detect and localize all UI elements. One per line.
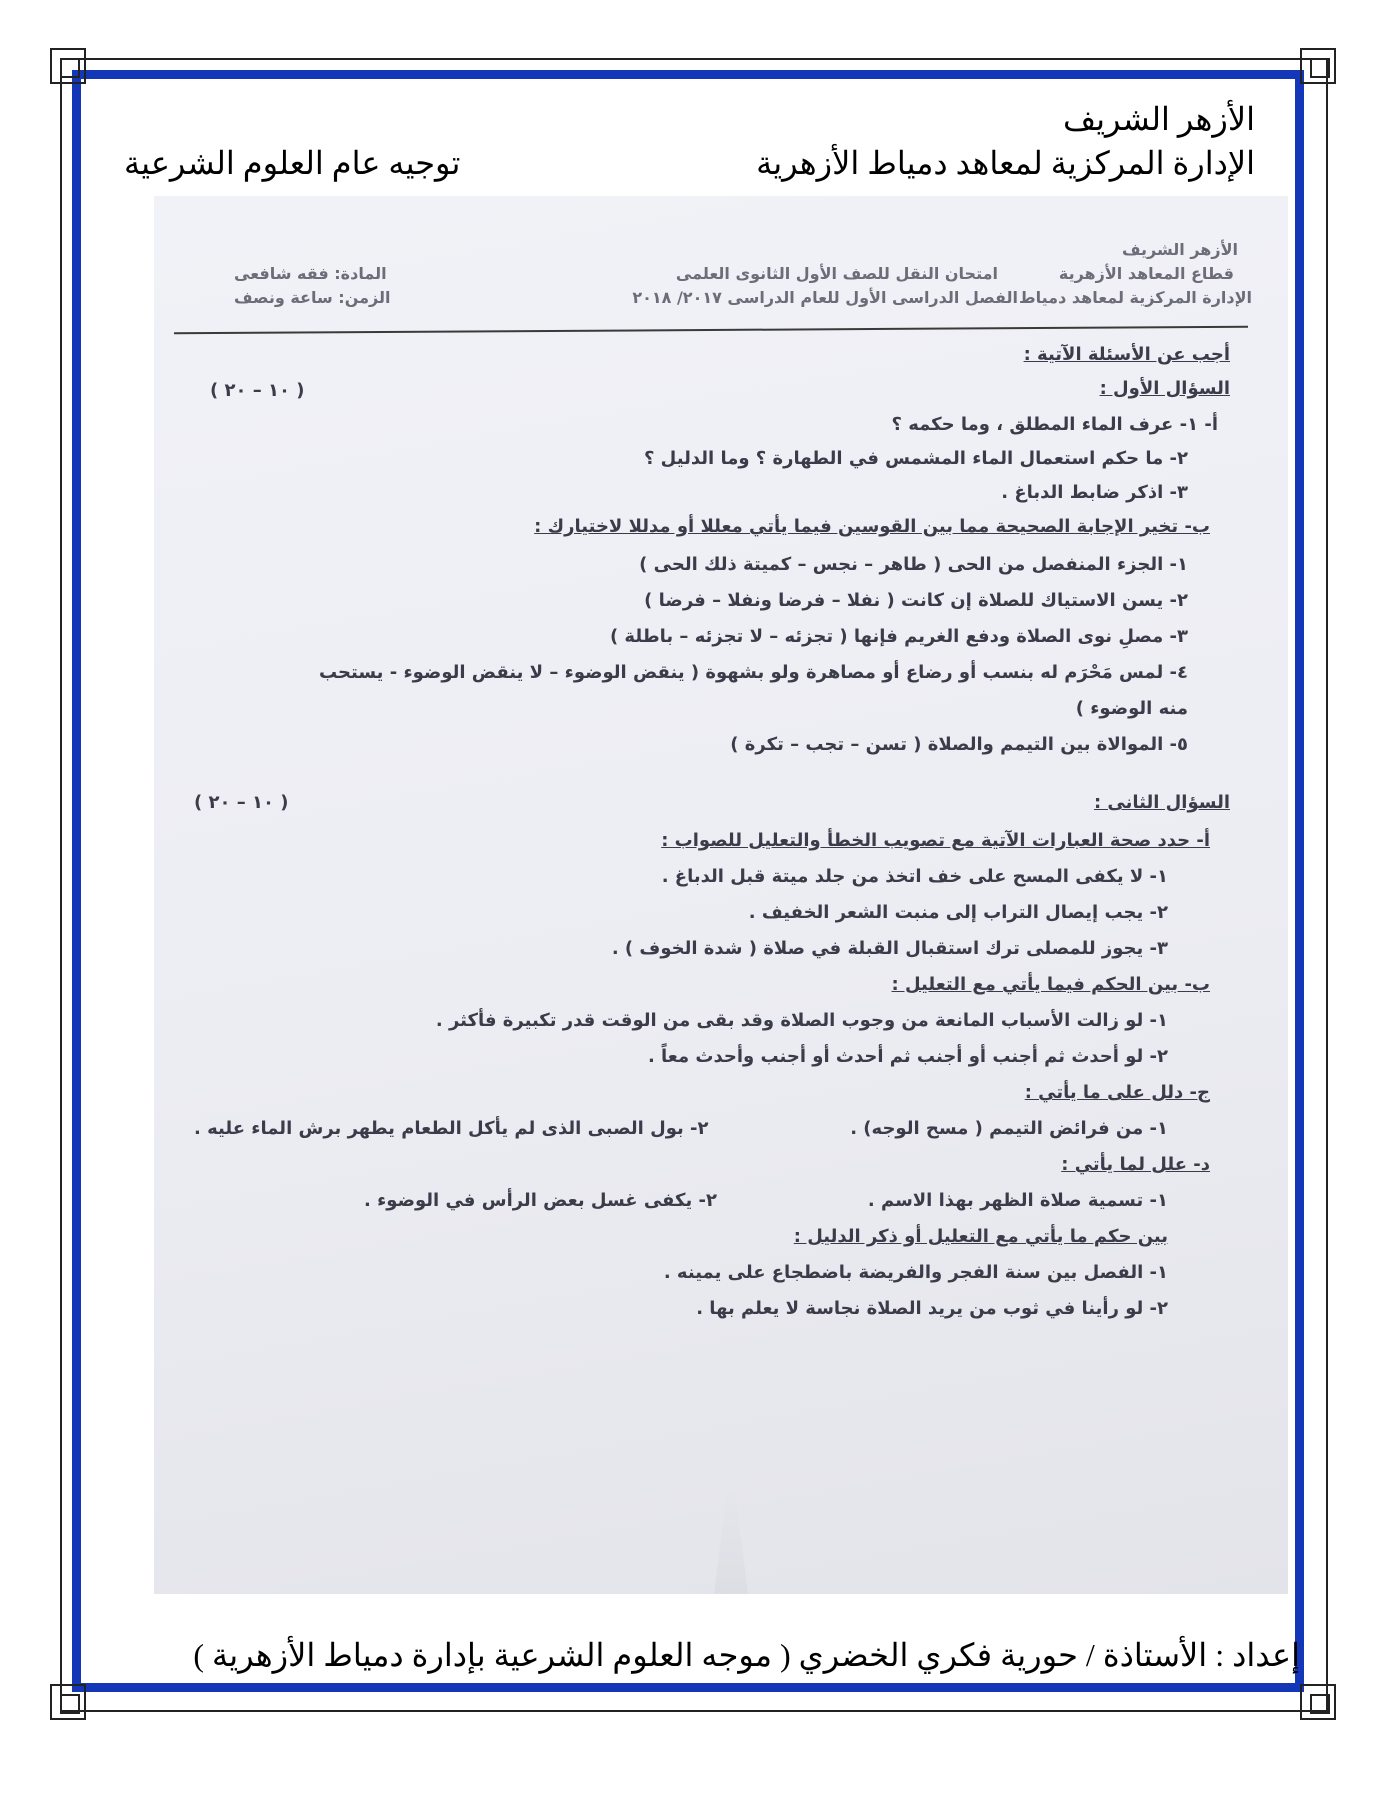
q2-marks: ( ١٠ – ٢٠ ): [194, 792, 289, 813]
exam-photo: [154, 196, 1288, 1594]
q1-a-item-2: ٢- ما حكم استعمال الماء المشمس في الطهارة ؟ وما الدليل ؟: [643, 448, 1188, 469]
frame-corner-top-left: [50, 48, 86, 84]
q2-e-item-2: ٢- لو رأينا في ثوب من يريد الصلاة نجاسة لا يعلم بها .: [696, 1298, 1168, 1319]
q1-b-title: ب- تخير الإجابة الصحيحة مما بين القوسين فيما يأتي معللا أو مدللا لاختيارك :: [534, 516, 1210, 537]
q2-b-item-2: ٢- لو أحدث ثم أجنب أو أجنب ثم أحدث أو أجنب وأحدث معاً .: [647, 1046, 1168, 1067]
q2-c-item-1: ١- من فرائض التيمم ( مسح الوجه) .: [850, 1118, 1168, 1139]
q2-b-title: ب- بين الحكم فيما يأتي مع التعليل :: [891, 974, 1210, 995]
q1-title: السؤال الأول :: [1099, 378, 1230, 399]
footer-prepared-by: إعداد : الأستاذة / حورية فكري الخضري ( موجه العلوم الشرعية بإدارة دمياط الأزهرية ): [193, 1637, 1300, 1673]
q1-b-item-4-cont: منه الوضوء ): [1075, 698, 1188, 719]
exam-header-center-2: الفصل الدراسى الأول للعام الدراسى ٢٠١٧/ ٢٠١٨: [632, 288, 1018, 307]
q1-b-item-2: ٢- يسن الاستياك للصلاة إن كانت ( نفلا – فرضا ونفلا – فرضا ): [644, 590, 1188, 611]
exam-header-right-2: قطاع المعاهد الأزهرية: [1058, 264, 1234, 283]
frame-corner-bottom-left: [50, 1684, 86, 1720]
q1-b-item-5: ٥- الموالاة بين التيمم والصلاة ( تسن – تجب – تكرة ): [730, 734, 1188, 755]
q1-b-item-4: ٤- لمس مَحْرَم له بنسب أو رضاع أو مصاهرة ولو بشهوة ( ينقض الوضوء – لا ينقض الوضوء - يستحب: [318, 662, 1188, 683]
frame-corner-top-right: [1300, 48, 1336, 84]
frame-corner-bottom-right: [1300, 1684, 1336, 1720]
q2-d-item-1: ١- تسمية صلاة الظهر بهذا الاسم .: [867, 1190, 1168, 1211]
q2-a-title: أ- حدد صحة العبارات الآتية مع تصويب الخطأ والتعليل للصواب :: [661, 830, 1210, 851]
q1-b-item-3: ٣- مصلِ نوى الصلاة ودفع الغريم فإنها ( تجزئه – لا تجزئه – باطلة ): [609, 626, 1188, 647]
q2-d-item-2: ٢- يكفى غسل بعض الرأس في الوضوء .: [364, 1190, 717, 1211]
exam-header-center-1: امتحان النقل للصف الأول الثانوى العلمى: [675, 264, 998, 283]
q1-a-item-3: ٣- اذكر ضابط الدباغ .: [1001, 482, 1188, 503]
q1-b-item-1: ١- الجزء المنفصل من الحى ( طاهر – نجس – كميتة ذلك الحى ): [639, 554, 1188, 575]
q1-marks: ( ١٠ – ٢٠ ): [210, 380, 305, 401]
exam-header-right-3: الإدارة المركزية لمعاهد دمياط: [1019, 288, 1252, 307]
header-guidance: توجيه عام العلوم الشرعية: [124, 145, 461, 181]
exam-header-left-1: المادة: فقه شافعى: [234, 264, 387, 283]
q2-e-title: بين حكم ما يأتي مع التعليل أو ذكر الدليل :: [793, 1226, 1168, 1247]
exam-header-right-1: الأزهر الشريف: [1121, 240, 1238, 259]
header-azhar: الأزهر الشريف: [1063, 101, 1255, 137]
tv-antenna-shadow: [714, 1484, 748, 1594]
q2-b-item-1: ١- لو زالت الأسباب المانعة من وجوب الصلاة وقد بقى من الوقت قدر تكبيرة فأكثر .: [435, 1010, 1168, 1031]
q2-title: السؤال الثانى :: [1093, 792, 1230, 813]
exam-header-rule: [174, 326, 1248, 335]
q2-a-item-3: ٣- يجوز للمصلى ترك استقبال القبلة في صلاة ( شدة الخوف ) .: [611, 938, 1168, 959]
q2-d-title: د- علل لما يأتي :: [1061, 1154, 1210, 1175]
q2-e-item-1: ١- الفصل بين سنة الفجر والفريضة باضطجاع على يمينه .: [663, 1262, 1168, 1283]
q2-a-item-1: ١- لا يكفى المسح على خف اتخذ من جلد ميتة قبل الدباغ .: [661, 866, 1168, 887]
q1-a-item-1: أ- ١- عرف الماء المطلق ، وما حكمه ؟: [891, 414, 1218, 435]
header-administration: الإدارة المركزية لمعاهد دمياط الأزهرية: [756, 145, 1255, 181]
q2-c-item-2: ٢- بول الصبى الذى لم يأكل الطعام يطهر برش الماء عليه .: [194, 1118, 709, 1139]
exam-header-left-2: الزمن: ساعة ونصف: [234, 288, 391, 307]
exam-instruction: أجب عن الأسئلة الآتية :: [1023, 344, 1230, 365]
q2-c-title: ج- دلل على ما يأتي :: [1024, 1082, 1210, 1103]
q2-a-item-2: ٢- يجب إيصال التراب إلى منبت الشعر الخفيف .: [748, 902, 1168, 923]
